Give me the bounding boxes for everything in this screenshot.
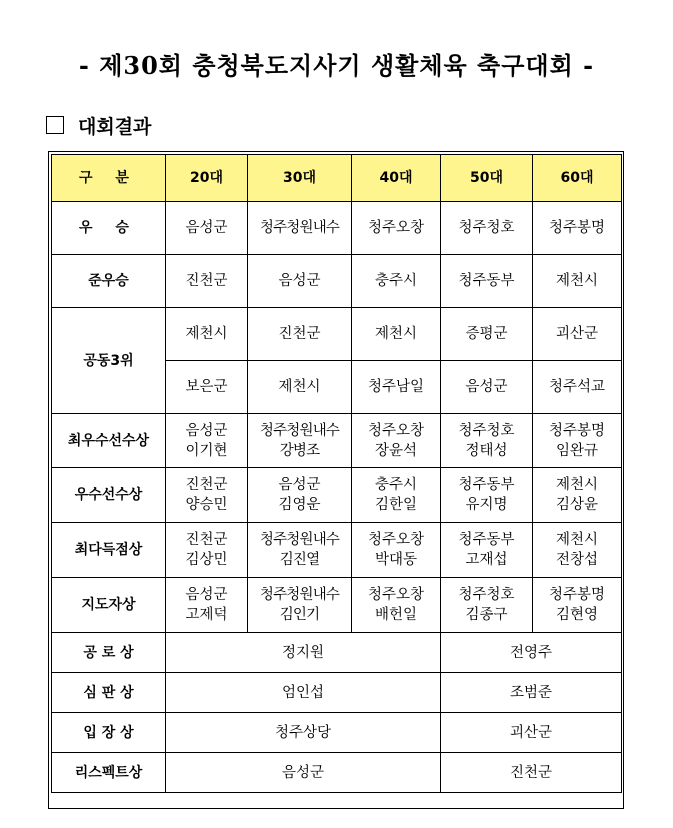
- coach-row: [52, 578, 622, 633]
- merit-row: [52, 633, 622, 673]
- row-label-winner: 우 승: [52, 202, 166, 255]
- award-cell: 제천시 전창섭: [533, 523, 622, 578]
- row-label-referee: 심 판 상: [52, 673, 166, 713]
- award-cell: 진천군 양승민: [166, 468, 248, 523]
- table-cell: 조범준: [441, 673, 622, 713]
- award-cell: 청주오창 박대동: [352, 523, 441, 578]
- award-cell: 청주봉명 김현영: [533, 578, 622, 633]
- table-cell: 제천시: [248, 361, 352, 414]
- row-label-third: 공동3위: [52, 308, 166, 414]
- award-cell: 청주청원내수 김인기: [248, 578, 352, 633]
- table-cell: 청주동부: [441, 255, 533, 308]
- award-cell: 제천시 김상윤: [533, 468, 622, 523]
- header-20s: 20대: [166, 155, 248, 202]
- award-cell: 청주청호 정태성: [441, 414, 533, 468]
- table-cell: 괴산군: [533, 308, 622, 361]
- table-cell: 증평군: [441, 308, 533, 361]
- third-place-row-1: [52, 308, 622, 361]
- award-cell: 청주청원내수 강병조: [248, 414, 352, 468]
- table-cell: 진천군: [441, 753, 622, 793]
- table-cell: 충주시: [352, 255, 441, 308]
- table-cell: 음성군: [166, 753, 441, 793]
- table-cell: 청주청원내수: [248, 202, 352, 255]
- award-cell: 청주동부 유지명: [441, 468, 533, 523]
- award-cell: 청주동부 고재섭: [441, 523, 533, 578]
- table-cell: 청주상당: [166, 713, 441, 753]
- square-bullet-icon: [46, 116, 64, 134]
- respect-row: [52, 753, 622, 793]
- table-cell: 청주봉명: [533, 202, 622, 255]
- table-cell: 진천군: [248, 308, 352, 361]
- table-cell: 엄인섭: [166, 673, 441, 713]
- table-cell: 음성군: [248, 255, 352, 308]
- table-cell: 청주남일: [352, 361, 441, 414]
- table-cell: 청주석교: [533, 361, 622, 414]
- table-cell: 제천시: [166, 308, 248, 361]
- table-cell: 청주청호: [441, 202, 533, 255]
- header-60s: 60대: [533, 155, 622, 202]
- award-cell: 진천군 김상민: [166, 523, 248, 578]
- row-label-respect: 리스펙트상: [52, 753, 166, 793]
- award-cell: 음성군 고제덕: [166, 578, 248, 633]
- award-cell: 음성군 이기현: [166, 414, 248, 468]
- results-table: [51, 154, 622, 793]
- header-category: 구 분: [52, 155, 166, 202]
- document-title: - 제30회 충청북도지사기 생활체육 축구대회 -: [78, 51, 595, 80]
- header-row: [52, 155, 622, 202]
- entrance-row: [52, 713, 622, 753]
- award-cell: 청주청호 김종구: [441, 578, 533, 633]
- award-cell: 청주청원내수 김진열: [248, 523, 352, 578]
- award-cell: 청주오창 장윤석: [352, 414, 441, 468]
- row-label-coach: 지도자상: [52, 578, 166, 633]
- award-cell: 청주봉명 임완규: [533, 414, 622, 468]
- award-cell: 청주오창 배헌일: [352, 578, 441, 633]
- table-cell: 정지원: [166, 633, 441, 673]
- results-table-frame: [48, 151, 624, 809]
- table-cell: 진천군: [166, 255, 248, 308]
- referee-row: [52, 673, 622, 713]
- table-cell: 음성군: [166, 202, 248, 255]
- header-40s: 40대: [352, 155, 441, 202]
- section-title: 대회결과: [78, 116, 152, 138]
- row-label-runner-up: 준우승: [52, 255, 166, 308]
- excellent-row: [52, 468, 622, 523]
- row-label-excellent: 우수선수상: [52, 468, 166, 523]
- row-label-entrance: 입 장 상: [52, 713, 166, 753]
- award-cell: 음성군 김영운: [248, 468, 352, 523]
- table-cell: 청주오창: [352, 202, 441, 255]
- row-label-top-scorer: 최다득점상: [52, 523, 166, 578]
- winner-row: [52, 202, 622, 255]
- mvp-row: [52, 414, 622, 468]
- row-label-merit: 공 로 상: [52, 633, 166, 673]
- row-label-mvp: 최우수선수상: [52, 414, 166, 468]
- award-cell: 충주시 김한일: [352, 468, 441, 523]
- table-cell: 제천시: [533, 255, 622, 308]
- top-scorer-row: [52, 523, 622, 578]
- header-50s: 50대: [441, 155, 533, 202]
- runner-up-row: [52, 255, 622, 308]
- section-heading: [46, 112, 151, 139]
- table-cell: 제천시: [352, 308, 441, 361]
- table-cell: 전영주: [441, 633, 622, 673]
- header-30s: 30대: [248, 155, 352, 202]
- table-cell: 괴산군: [441, 713, 622, 753]
- table-cell: 음성군: [441, 361, 533, 414]
- table-cell: 보은군: [166, 361, 248, 414]
